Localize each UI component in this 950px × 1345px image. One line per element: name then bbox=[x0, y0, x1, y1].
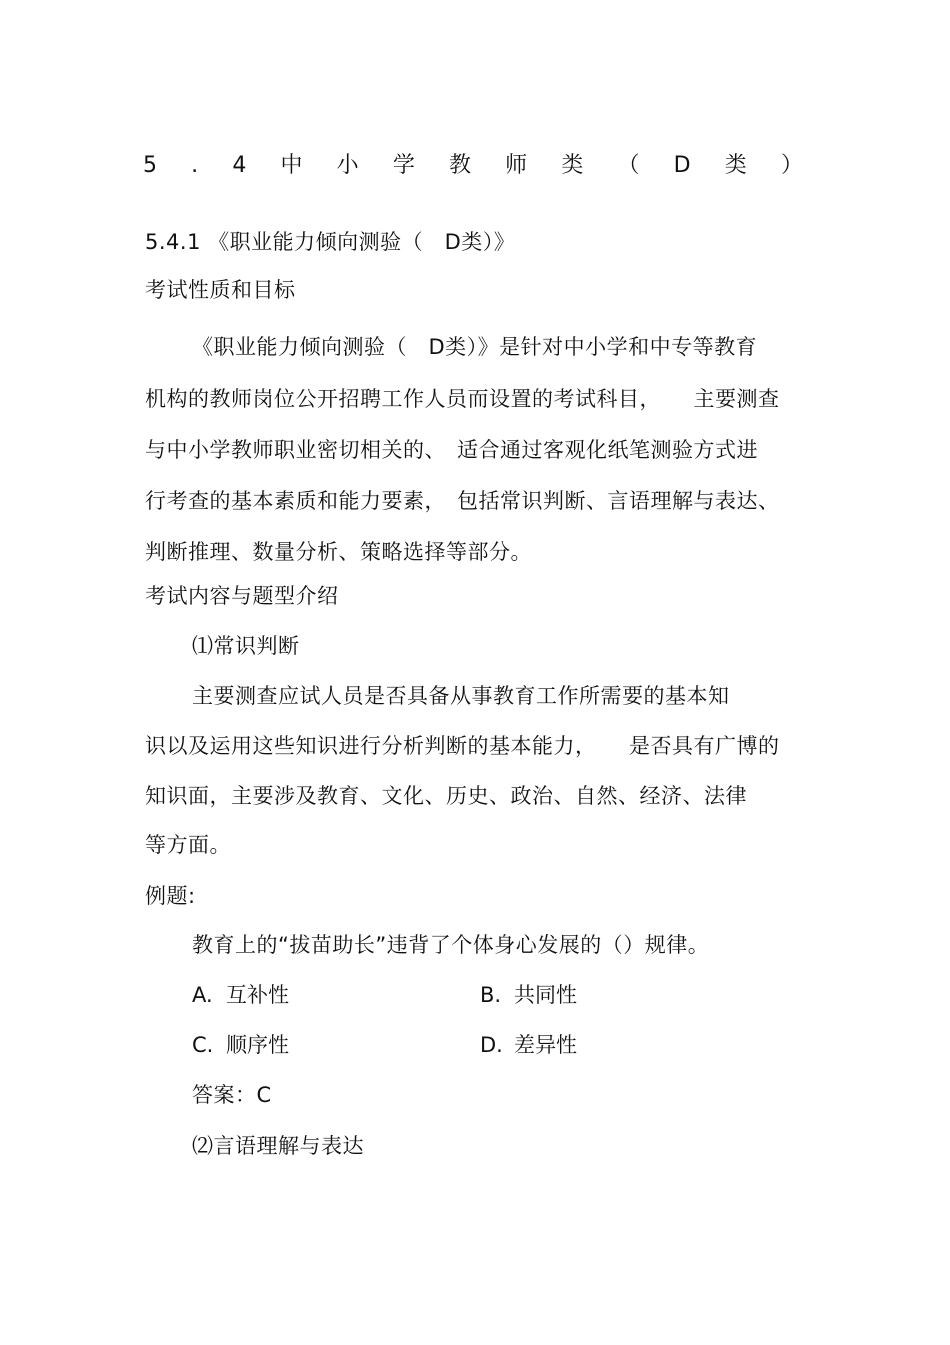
section-title-char: 5 bbox=[143, 153, 157, 178]
paragraph-line: 识以及运用这些知识进行分析判断的基本能力， 是否具有广博的 bbox=[145, 734, 780, 758]
section-title-char: 学 bbox=[392, 153, 415, 178]
option-b bbox=[480, 981, 577, 1009]
option-text: 顺序性 bbox=[226, 1033, 289, 1057]
option-text: 差异性 bbox=[514, 1033, 577, 1057]
paragraph-line: 等方面。 bbox=[145, 833, 231, 857]
section-title bbox=[143, 152, 803, 180]
option-d bbox=[480, 1031, 577, 1059]
part-title-verbal: ⑵言语理解与表达 bbox=[192, 1134, 364, 1158]
section-title-char: D bbox=[673, 153, 691, 178]
option-a bbox=[192, 981, 289, 1009]
option-letter: A. bbox=[192, 983, 213, 1007]
paragraph-line: 与中小学教师职业密切相关的、 适合通过客观化纸笔测验方式进 bbox=[145, 438, 758, 462]
paragraph-line: 主要测查应试人员是否具备从事教育工作所需要的基本知 bbox=[192, 684, 730, 708]
option-c bbox=[192, 1031, 289, 1059]
section-title-char: 小 bbox=[336, 153, 359, 178]
example-question: 教育上的“拔苗助长”违背了个体身心发展的（）规律。 bbox=[192, 933, 710, 957]
option-letter: D. bbox=[480, 1033, 503, 1057]
paragraph-line: 行考查的基本素质和能力要素， 包括常识判断、言语理解与表达、 bbox=[145, 489, 780, 513]
section-title-char: ） bbox=[780, 153, 803, 178]
section-title-char: 中 bbox=[280, 153, 303, 178]
section-title-char: 类 bbox=[561, 153, 584, 178]
paragraph-line: 判断推理、数量分析、策略选择等部分。 bbox=[145, 540, 532, 564]
option-letter: C. bbox=[192, 1033, 214, 1057]
example-label: 例题: bbox=[145, 884, 196, 908]
option-letter: B. bbox=[480, 983, 502, 1007]
heading-exam-content: 考试内容与题型介绍 bbox=[145, 584, 339, 608]
part-title-common-sense: ⑴常识判断 bbox=[192, 634, 300, 658]
section-title-char: 类 bbox=[724, 153, 747, 178]
answer-line: 答案：C bbox=[192, 1083, 272, 1107]
option-text: 共同性 bbox=[514, 983, 577, 1007]
subsection-title: 5.4.1 《职业能力倾向测验（ D类）》 bbox=[145, 230, 516, 254]
section-title-char: （ bbox=[617, 153, 640, 178]
option-text: 互补性 bbox=[226, 983, 289, 1007]
section-title-char: 教 bbox=[448, 153, 471, 178]
paragraph-line: 知识面，主要涉及教育、文化、历史、政治、自然、经济、法律 bbox=[145, 784, 747, 808]
section-title-char: 师 bbox=[505, 153, 528, 178]
heading-exam-nature: 考试性质和目标 bbox=[145, 278, 296, 302]
section-title-char: 4 bbox=[232, 153, 247, 178]
section-title-char: . bbox=[191, 153, 199, 178]
paragraph-line: 机构的教师岗位公开招聘工作人员而设置的考试科目， 主要测查 bbox=[145, 387, 780, 411]
paragraph-line: 《职业能力倾向测验（ D类）》是针对中小学和中专等教育 bbox=[192, 335, 758, 359]
